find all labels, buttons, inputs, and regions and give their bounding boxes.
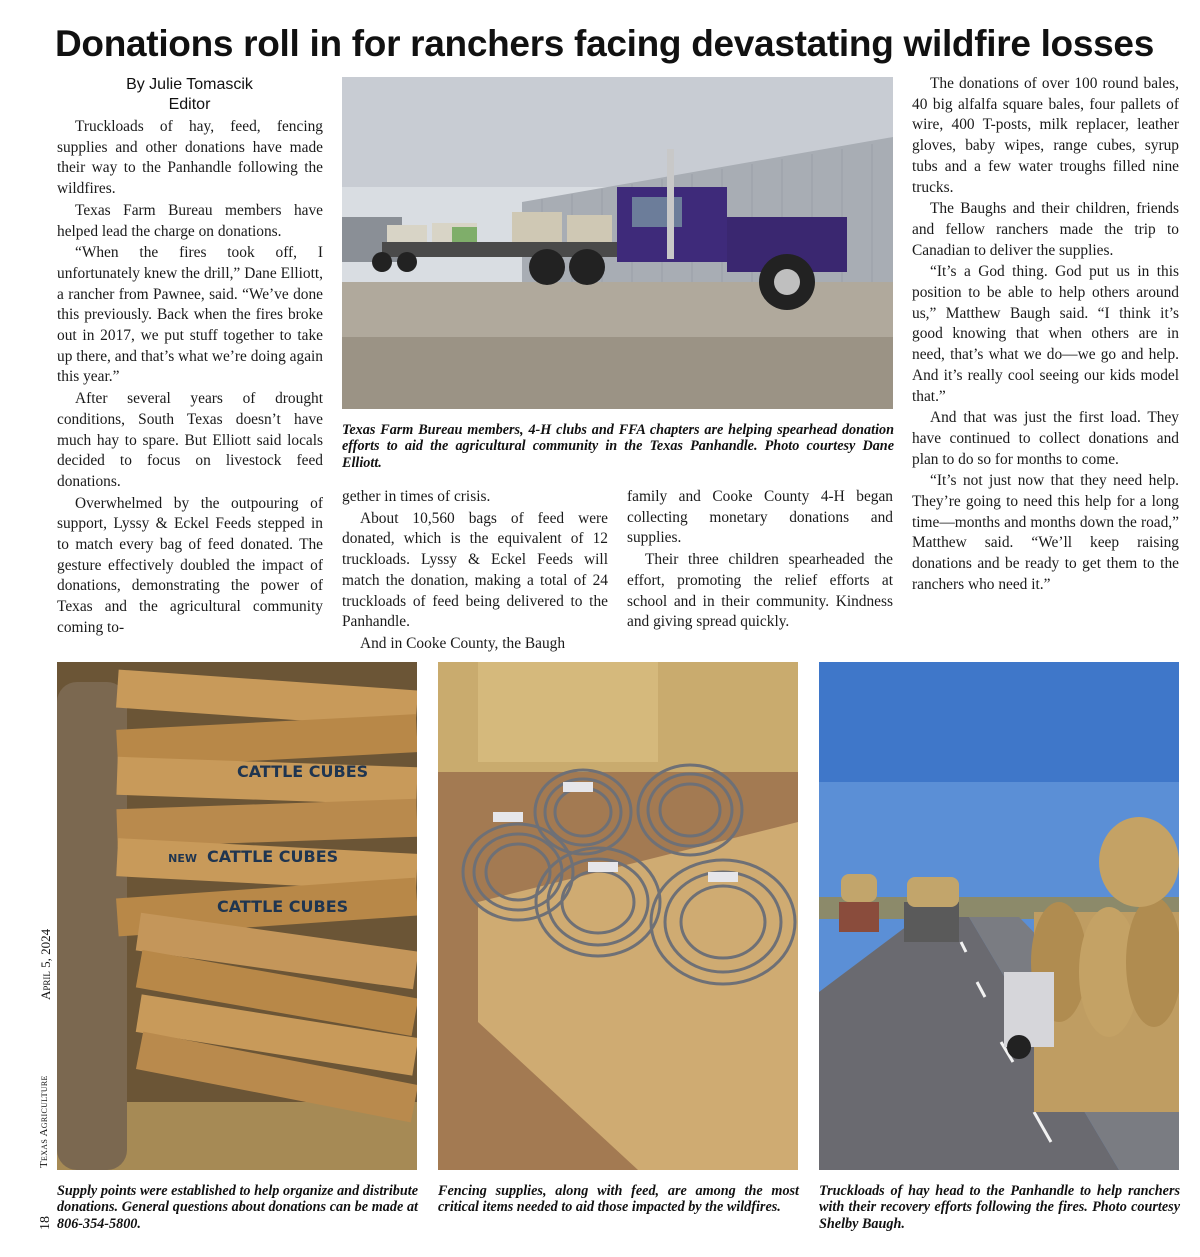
paragraph: “It’s not just now that they need help. They’re going to need this help for a long time—months and months down the road,” Matthew said. “We’ll keep raising donations and be ready to get them to the ranchers who need it.” (912, 472, 1179, 593)
paragraph: family and Cooke County 4-H began collecting monetary donations and supplies. (627, 488, 893, 547)
hay-trucks-road-photo (819, 662, 1179, 1170)
paragraph: “When the fires took off, I unfortunately knew the drill,” Dane Elliott, a rancher from Pawnee, said. “We’ve done this previously. Back when the fires broke out in 2017, we put stuff together to take up there, and that’s what we’re doing again this year.” (57, 244, 323, 386)
bag-label: CATTLE CUBES (217, 897, 349, 916)
bag-brand: NEW (168, 852, 197, 865)
paragraph: Texas Farm Bureau members have helped lead the charge on donations. (57, 201, 323, 240)
paragraph: And in Cooke County, the Baugh (360, 634, 566, 652)
paragraph: The donations of over 100 round bales, 40 big alfalfa square bales, four pallets of wire, 400 T-posts, milk replacer, leather gloves, baby wipes, range cubes, syrup tubs and a few water troughs filled nine trucks. (912, 75, 1179, 196)
bag-label: CATTLE CUBES (207, 847, 339, 866)
byline-author: By Julie Tomascik (126, 76, 253, 93)
paragraph: Their three children spearheaded the effort, promoting the relief efforts at school and in their community. Kindness and giving spread quickly. (627, 551, 893, 631)
truck-photo (342, 77, 893, 409)
article-column-4 (912, 74, 1179, 597)
paragraph: gether in times of crisis. (342, 488, 491, 505)
page-number: 18 (38, 1216, 53, 1230)
paragraph: Overwhelmed by the outpouring of support, Lyssy & Eckel Feeds stepped in to match every bag of feed donated. The gesture effectively doubled the impact of donations, demonstrating the power of Texas and the agricultural community coming to- (57, 494, 323, 636)
paragraph: “It’s a God thing. God put us in this position to be able to help others around us,” Matthew Baugh said. “I think it’s good knowing that when others are in need, that’s what we do—we go and help. And it’s really cool seeing our kids model that.” (912, 263, 1179, 405)
truck-photo-caption: Texas Farm Bureau members, 4-H clubs and FFA chapters are helping spearhead donation efforts to aid the agricultural community in the Texas Panhandle. Photo courtesy Dane Elliott. (342, 422, 894, 471)
barbed-wire-photo (438, 662, 798, 1170)
issue-date: April 5, 2024 (38, 928, 53, 1000)
article-column-2 (342, 487, 608, 656)
byline-title: Editor (168, 96, 211, 113)
cattle-cubes-photo (57, 662, 417, 1170)
hay-trucks-caption: Truckloads of hay head to the Panhandle to help ranchers with their recovery efforts following the fires. Photo courtesy Shelby Baugh. (819, 1183, 1180, 1232)
article-headline: Donations roll in for ranchers facing devastating wildfire losses (55, 23, 1154, 64)
paragraph: And that was just the first load. They have continued to collect donations and plan to do so for months to come. (912, 409, 1179, 468)
cattle-cubes-caption: Supply points were established to help organize and distribute donations. General questions about donations can be made at 806-354-5800. (57, 1183, 418, 1232)
paragraph: Truckloads of hay, feed, fencing supplies and other donations have made their way to the Panhandle following the wildfires. (57, 118, 323, 198)
paragraph: After several years of drought conditions, South Texas doesn’t have much hay to spare. But Elliott said locals decided to focus on livestock feed donations. (57, 390, 323, 490)
paragraph: About 10,560 bags of feed were donated, which is the equivalent of 12 truckloads. Lyssy & Eckel Feeds will match the donation, making a total of 24 truckloads of feed being delivered to the Panhandle. (342, 509, 608, 631)
bag-label: CATTLE CUBES (237, 762, 369, 781)
barbed-wire-caption: Fencing supplies, along with feed, are among the most critical items needed to aid those impacted by the wildfires. (438, 1183, 799, 1216)
article-column-3 (627, 487, 893, 634)
publication-name: Texas Agriculture (38, 1075, 50, 1168)
paragraph: The Baughs and their children, friends and fellow ranchers made the trip to Canadian to deliver the supplies. (912, 200, 1179, 259)
article-column-1 (57, 117, 323, 640)
byline (56, 75, 323, 115)
